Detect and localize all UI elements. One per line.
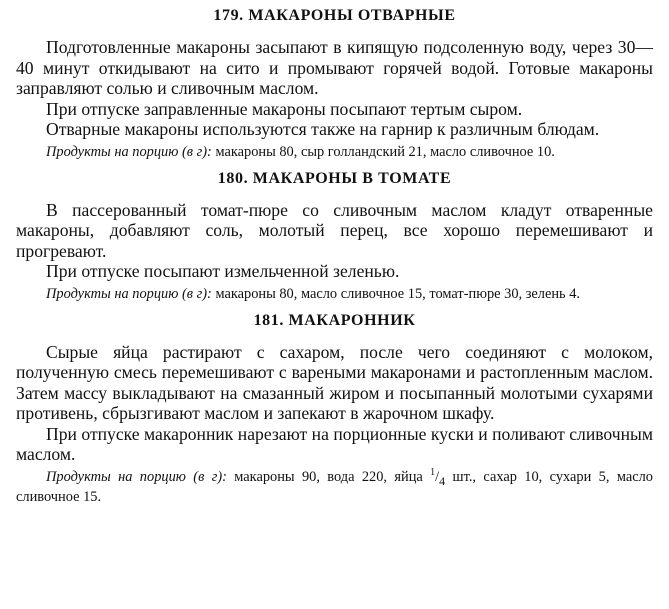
fraction-denominator: 4 bbox=[439, 473, 446, 488]
recipe-paragraph: Подготовленные макароны засыпают в кипящую подсоленную воду, через 30—40 минут откидывают на сито и промывают горячей водой. Готовые макароны заправляют солью и сливочным маслом. bbox=[16, 37, 653, 98]
recipe-181 bbox=[16, 311, 653, 507]
recipe-179 bbox=[16, 6, 653, 161]
products-lead: Продукты на порцию (в г): bbox=[46, 468, 227, 485]
recipe-title: 181. МАКАРОННИК bbox=[253, 311, 416, 329]
products-list: макароны 80, сыр голландский 21, масло сливочное 10. bbox=[211, 143, 555, 160]
products-list-part-b: шт., сахар 10, сухари 5, масло сливочное 15. bbox=[16, 468, 653, 506]
fraction-numerator: 1 bbox=[430, 466, 436, 478]
products-list-part-a: макароны 90, вода 220, яйца bbox=[226, 468, 431, 485]
products-list: макароны 80, масло сливочное 15, томат-пюре 30, зелень 4. bbox=[211, 285, 581, 302]
fraction-separator: / bbox=[435, 468, 440, 485]
recipe-180 bbox=[16, 169, 653, 303]
recipe-title: 179. МАКАРОНЫ ОТВАРНЫЕ bbox=[213, 7, 456, 24]
products-lead: Продукты на порцию (в г): bbox=[46, 143, 212, 160]
recipe-title: 180. МАКАРОНЫ В ТОМАТЕ bbox=[217, 169, 452, 187]
recipe-paragraph: Сырые яйца растирают с сахаром, после чего соединяют с молоком, полученную смесь перемешивают с вареными макаронами и растопленным маслом. Затем массу выкладывают на смазанный жиром и посыпанный молотыми сухарями противень, сбрызгивают маслом и запекают в жарочном шкафу. bbox=[16, 341, 653, 423]
products-lead: Продукты на порцию (в г): bbox=[46, 285, 212, 302]
products-per-portion bbox=[16, 144, 653, 161]
recipe-paragraph: При отпуске посыпают измельченной зеленью. bbox=[46, 261, 400, 281]
products-per-portion bbox=[16, 286, 653, 303]
recipe-paragraph: Отварные макароны используются также на гарнир к различным блюдам. bbox=[46, 119, 600, 139]
recipe-paragraph: При отпуске заправленные макароны посыпают тертым сыром. bbox=[46, 98, 523, 119]
recipe-paragraph: В пассерованный томат-пюре со сливочным маслом кладут отваренные макароны, добавляют соль, молотый перец, все хорошо перемешивают и прогревают. bbox=[16, 199, 653, 261]
recipe-paragraph: При отпуске макаронник нарезают на порционные куски и поливают сливочным маслом. bbox=[16, 423, 653, 464]
products-per-portion bbox=[16, 466, 653, 507]
recipe-page bbox=[16, 6, 653, 514]
